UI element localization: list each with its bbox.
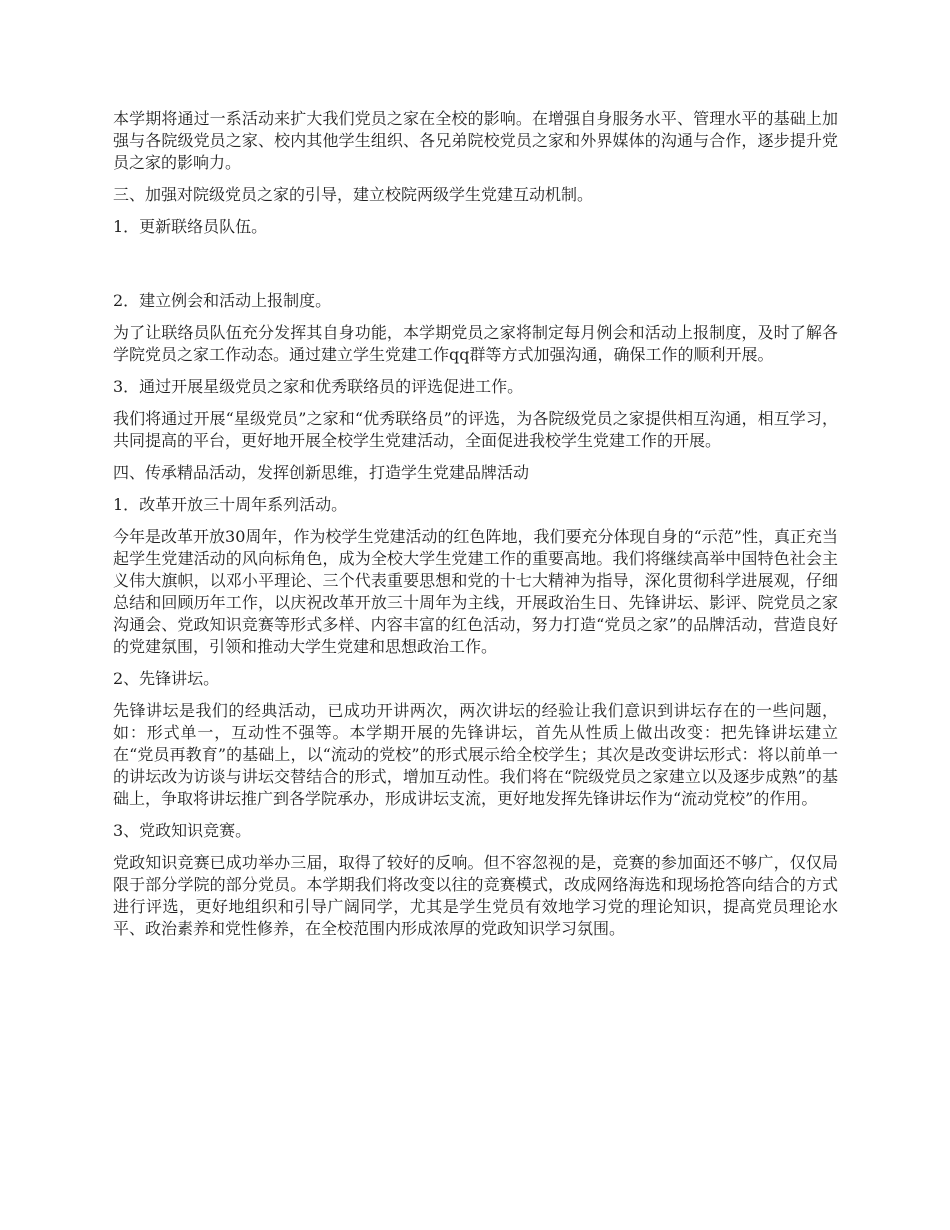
paragraph-knowledge-contest: 党政知识竞赛已成功举办三届，取得了较好的反响。但不容忽视的是，竞赛的参加面还不够广，仅仅局限于部分学院的部分党员。本学期我们将改变以往的竞赛模式，改成网络海选和现场抢答向结合的方式进行评选，更好地组织和引导广阔同学，尤其是学生党员有效地学习党的理论知识，提高党员理论水平、政治素养和党性修养，在全校范围内形成浓厚的党政知识学习氛围。 [113, 853, 838, 938]
document-body [113, 108, 838, 950]
subheading-update-liaisons: 1．更新联络员队伍。 [113, 217, 268, 236]
subheading-star-evaluation: 3．通过开展星级党员之家和优秀联络员的评选促进工作。 [113, 377, 524, 396]
section-heading-three: 三、加强对院级党员之家的引导，建立校院两级学生党建互动机制。 [113, 185, 594, 204]
paragraph-reform-anniversary: 今年是改革开放30周年，作为校学生党建活动的红色阵地，我们要充分体现自身的“示范”性，真正充当起学生党建活动的风向标角色，成为全校大学生党建工作的重要高地。我们将继续高举中国特色社会主义伟大旗帜，以邓小平理论、三个代表重要思想和党的十七大精神为指导，深化贯彻科学进展观，仔细总结和回顾历年工作，以庆祝改革开放三十周年为主线，开展政治生日、先锋讲坛、影评、院党员之家沟通会、党政知识竞赛等形式多样、内容丰富的红色活动，努力打造“党员之家”的品牌活动，营造良好的党建氛围，引领和推动大学生党建和思想政治工作。 [113, 527, 838, 656]
subheading-knowledge-contest: 3、党政知识竞赛。 [113, 821, 252, 840]
paragraph-influence: 本学期将通过一系活动来扩大我们党员之家在全校的影响。在增强自身服务水平、管理水平的基础上加强与各院级党员之家、校内其他学生组织、各兄弟院校党员之家和外界媒体的沟通与合作，逐步提升党员之家的影响力。 [113, 109, 838, 172]
subheading-pioneer-forum: 2、先锋讲坛。 [113, 669, 220, 688]
paragraph-pioneer-forum: 先锋讲坛是我们的经典活动，已成功开讲两次，两次讲坛的经验让我们意识到讲坛存在的一些问题，如：形式单一，互动性不强等。本学期开展的先锋讲坛，首先从性质上做出改变：把先锋讲坛建立在“党员再教育”的基础上，以“流动的党校”的形式展示给全校学生；其次是改变讲坛形式：将以前单一的讲坛改为访谈与讲坛交替结合的形式，增加互动性。我们将在“院级党员之家建立以及逐步成熟”的基础上，争取将讲坛推广到各学院承办，形成讲坛支流，更好地发挥先锋讲坛作为“流动党校”的作用。 [113, 701, 838, 808]
section-heading-four: 四、传承精品活动，发挥创新思维，打造学生党建品牌活动 [113, 463, 530, 482]
paragraph-meeting-system: 为了让联络员队伍充分发挥其自身功能，本学期党员之家将制定每月例会和活动上报制度，及时了解各学院党员之家工作动态。通过建立学生党建工作qq群等方式加强沟通，确保工作的顺利开展。 [113, 323, 838, 364]
blank-space [113, 248, 838, 290]
subheading-meeting-system: 2．建立例会和活动上报制度。 [113, 291, 332, 310]
paragraph-star-evaluation: 我们将通过开展“星级党员”之家和“优秀联络员”的评选，为各院级党员之家提供相互沟通，相互学习，共同提高的平台，更好地开展全校学生党建活动，全面促进我校学生党建工作的开展。 [113, 409, 838, 450]
subheading-reform-anniversary: 1．改革开放三十周年系列活动。 [113, 495, 348, 514]
